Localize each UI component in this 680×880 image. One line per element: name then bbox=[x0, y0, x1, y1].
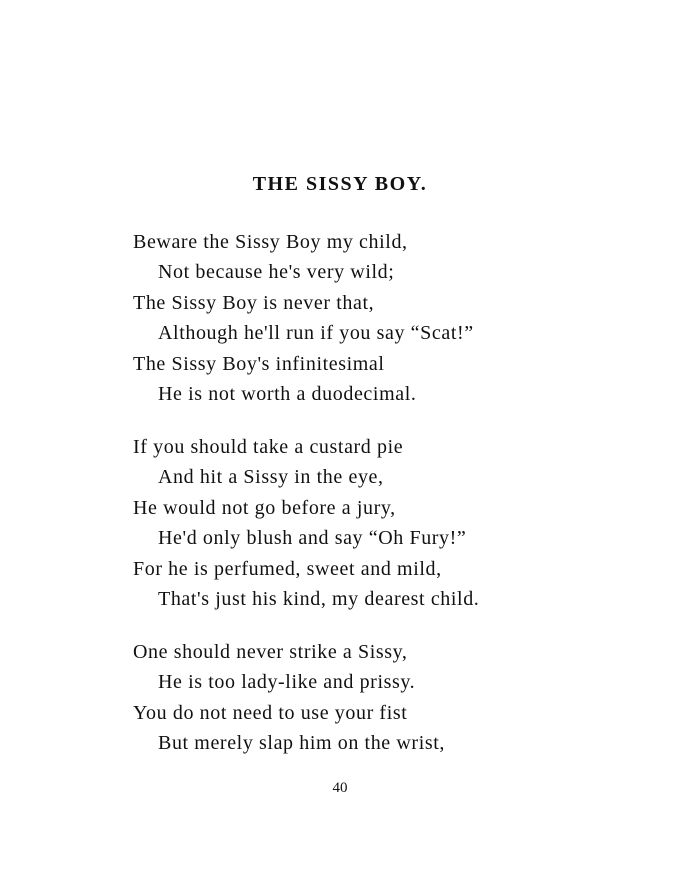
poem-line: He is too lady-like and prissy. bbox=[158, 671, 416, 694]
poem-line: If you should take a custard pie bbox=[133, 436, 404, 458]
stanza-1 bbox=[133, 227, 474, 409]
poem-line: One should never strike a Sissy, bbox=[133, 641, 408, 663]
page-number: 40 bbox=[332, 780, 348, 796]
poem-line: For he is perfumed, sweet and mild, bbox=[133, 557, 442, 580]
poem-line: He is not worth a duodecimal. bbox=[158, 382, 417, 405]
poem-line: That's just his kind, my dearest child. bbox=[158, 587, 480, 610]
poem-line: Not because he's very wild; bbox=[158, 261, 395, 284]
poem-line: You do not need to use your fist bbox=[133, 701, 408, 724]
stanza-2 bbox=[133, 432, 479, 614]
poem-line: The Sissy Boy's infinitesimal bbox=[133, 352, 385, 375]
poem-line: And hit a Sissy in the eye, bbox=[158, 466, 384, 489]
poem-line: But merely slap him on the wrist, bbox=[158, 732, 445, 755]
poem-title: THE SISSY BOY. bbox=[252, 173, 428, 195]
poem-line: Although he'll run if you say “Scat!” bbox=[158, 322, 474, 345]
poem-line: Beware the Sissy Boy my child, bbox=[133, 231, 408, 253]
poem-line: He would not go before a jury, bbox=[133, 496, 396, 519]
stanza-3 bbox=[133, 637, 445, 759]
poem-line: He'd only blush and say “Oh Fury!” bbox=[158, 527, 467, 550]
poem-line: The Sissy Boy is never that, bbox=[133, 291, 375, 314]
